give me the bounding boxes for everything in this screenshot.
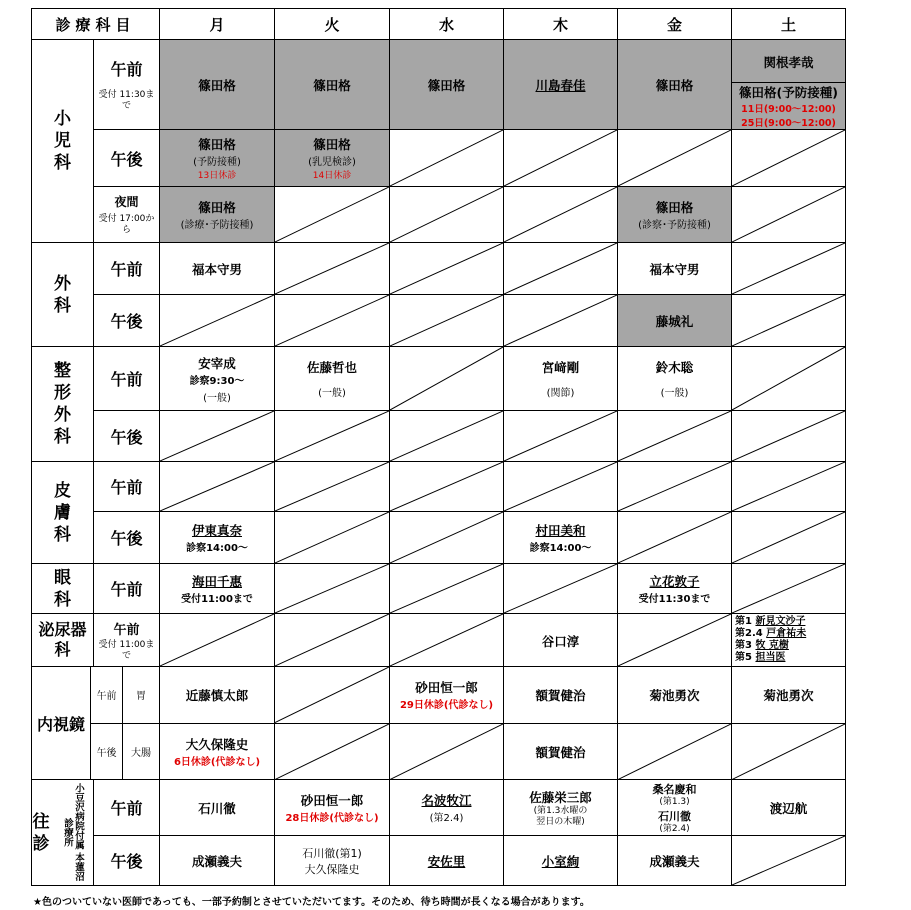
ortho-pm-tue (275, 411, 390, 462)
slot-uro-am: 午前 受付 11:00まで (94, 614, 160, 667)
derm-am-wed (390, 462, 504, 512)
endo-type-am: 胃 (123, 667, 160, 723)
endo-am-wed: 砂田恒一郎 29日休診(代診なし) (390, 667, 504, 724)
header-sat: 土 (732, 9, 846, 40)
endo-pm-fri (618, 723, 732, 780)
dept-endoscopy-block (32, 667, 160, 780)
home-pm-mon: 成瀬義夫 (160, 836, 275, 886)
header-dept: 診療科目 (32, 9, 160, 40)
home-pm-wed: 安佐里 (390, 836, 504, 886)
ped-pm-thu (504, 130, 618, 187)
endo-pm-tue (275, 723, 390, 780)
dept-urology: 泌尿器科 (32, 614, 94, 667)
ortho-am-thu: 宮﨑剛 (関節) (504, 347, 618, 411)
empty-slash (504, 295, 617, 346)
empty-slash (618, 411, 731, 461)
home-pm-fri: 成瀬義夫 (618, 836, 732, 886)
uro-sat-line: 第3 牧 克樹 (735, 640, 789, 651)
uro-am-sat (732, 614, 846, 667)
empty-slash (618, 512, 731, 563)
slot-derm-am: 午前 (94, 462, 160, 512)
empty-slash (504, 564, 617, 613)
uro-sat-line: 第5 担当医 (735, 652, 786, 663)
dept-homevisit: 往診 小豆沢病院付属 本蓮沼診療所 (32, 780, 94, 886)
header-fri: 金 (618, 9, 732, 40)
endo-am-sat: 菊池勇次 (732, 667, 846, 724)
slot-pediatrics-pm: 午後 (94, 130, 160, 187)
empty-slash (390, 187, 503, 242)
surg-pm-sat (732, 295, 846, 347)
endo-am-thu: 額賀健治 (504, 667, 618, 724)
endoscopy-inner (32, 667, 159, 779)
home-am-sat: 渡辺航 (732, 780, 846, 836)
uro-am-tue (275, 614, 390, 667)
ortho-pm-wed (390, 411, 504, 462)
ped-night-mon: 篠田格 (診療･予防接種) (160, 187, 275, 243)
home-am-thu: 佐藤栄三郎 (第1.3水曜の 翌日の木曜) (504, 780, 618, 836)
ped-pm-fri (618, 130, 732, 187)
ortho-am-mon: 安宰成 診察9:30～ (一般) (160, 347, 275, 411)
ped-night-thu (504, 187, 618, 243)
empty-slash (390, 347, 503, 410)
ortho-pm-thu (504, 411, 618, 462)
homevisit-place: 小豆沢病院付属 本蓮沼診療所 (62, 783, 84, 882)
empty-slash (160, 295, 274, 346)
endo-pm-mon: 大久保隆史 6日休診(代診なし) (160, 723, 275, 780)
ped-am-tue: 篠田格 (275, 40, 390, 130)
slot-home-pm: 午後 (94, 836, 160, 886)
empty-slash (390, 614, 503, 666)
empty-slash (160, 462, 274, 511)
dept-eye: 眼科 (32, 564, 94, 614)
derm-am-fri (618, 462, 732, 512)
empty-slash (275, 512, 389, 563)
surg-am-fri: 福本守男 (618, 243, 732, 295)
dept-pediatrics: 小児科 (32, 40, 94, 243)
empty-slash (275, 667, 389, 723)
dept-endoscopy: 内視鏡 (32, 667, 91, 779)
ped-night-wed (390, 187, 504, 243)
ped-am-wed: 篠田格 (390, 40, 504, 130)
empty-slash (618, 462, 731, 511)
ortho-pm-mon (160, 411, 275, 462)
dept-ortho: 整形外科 (32, 347, 94, 462)
ortho-am-wed (390, 347, 504, 411)
empty-slash (390, 724, 503, 780)
ped-am-sat-top: 関根孝哉 (732, 40, 846, 83)
endo-pm-sat (732, 723, 846, 780)
ped-am-thu: 川島春佳 (504, 40, 618, 130)
empty-slash (275, 614, 389, 666)
derm-pm-tue (275, 512, 390, 564)
derm-am-thu (504, 462, 618, 512)
uro-sat-line: 第2.4 戸倉祐未 (735, 628, 807, 639)
empty-slash (504, 130, 617, 186)
empty-slash (732, 295, 845, 346)
home-am-mon: 石川徹 (160, 780, 275, 836)
eye-am-mon: 海田千惠 受付11:00まで (160, 564, 275, 614)
surg-pm-wed (390, 295, 504, 347)
eye-am-tue (275, 564, 390, 614)
empty-slash (275, 462, 389, 511)
empty-slash (732, 347, 845, 410)
empty-slash (618, 130, 731, 186)
empty-slash (275, 411, 389, 461)
empty-slash (732, 462, 845, 511)
slot-pediatrics-night: 夜間 受付 17:00から (94, 187, 160, 243)
empty-slash (275, 724, 389, 780)
eye-am-fri: 立花敦子 受付11:30まで (618, 564, 732, 614)
empty-slash (160, 614, 274, 666)
uro-am-fri (618, 614, 732, 667)
slot-ortho-pm: 午後 (94, 411, 160, 462)
endo-pm-thu: 額賀健治 (504, 723, 618, 780)
ped-am-fri: 篠田格 (618, 40, 732, 130)
ped-pm-sat (732, 130, 846, 187)
home-am-wed: 名波牧江 (第2.4) (390, 780, 504, 836)
empty-slash (390, 411, 503, 461)
derm-pm-mon: 伊東真奈 診察14:00～ (160, 512, 275, 564)
ortho-pm-sat (732, 411, 846, 462)
header-tue: 火 (275, 9, 390, 40)
empty-slash (390, 512, 503, 563)
ortho-am-tue: 佐藤哲也 (一般) (275, 347, 390, 411)
empty-slash (390, 462, 503, 511)
endo-pm-wed (390, 723, 504, 780)
surg-am-sat (732, 243, 846, 295)
empty-slash (504, 462, 617, 511)
empty-slash (160, 411, 274, 461)
empty-slash (390, 130, 503, 186)
schedule-table (31, 8, 846, 886)
header-thu: 木 (504, 9, 618, 40)
endo-am-tue (275, 667, 390, 724)
uro-sat-line: 第1 新見文沙子 (735, 616, 806, 627)
empty-slash (504, 187, 617, 242)
empty-slash (275, 295, 389, 346)
ped-am-sat: 篠田格(予防接種) 11日(9:00～12:00) 25日(9:00～12:00) (732, 83, 846, 130)
ped-am-mon: 篠田格 (160, 40, 275, 130)
home-am-fri: 桑名慶和 (第1.3) 石川徹 (第2.4) (618, 780, 732, 836)
empty-slash (732, 564, 845, 613)
eye-am-sat (732, 564, 846, 614)
endo-type-pm: 大腸 (131, 747, 151, 759)
derm-pm-wed (390, 512, 504, 564)
dept-derm: 皮膚科 (32, 462, 94, 564)
slot-pediatrics-am: 午前 受付 11:30まで (94, 40, 160, 130)
empty-slash (618, 724, 731, 780)
surg-am-mon: 福本守男 (160, 243, 275, 295)
uro-am-thu: 谷口淳 (504, 614, 618, 667)
home-pm-thu: 小室絢 (504, 836, 618, 886)
slot-home-am: 午前 (94, 780, 160, 836)
slot-derm-pm: 午後 (94, 512, 160, 564)
surg-pm-thu (504, 295, 618, 347)
derm-pm-fri (618, 512, 732, 564)
empty-slash (732, 836, 845, 885)
footnote: ★色のついていない医師であっても、一部予約制とさせていただいてます。そのため、待ち時間が長くなる場合があります。 (33, 897, 590, 908)
ped-night-tue (275, 187, 390, 243)
surg-pm-fri: 藤城礼 (618, 295, 732, 347)
empty-slash (390, 243, 503, 294)
eye-am-thu (504, 564, 618, 614)
header-mon: 月 (160, 9, 275, 40)
eye-am-wed (390, 564, 504, 614)
uro-am-wed (390, 614, 504, 667)
ped-night-sat (732, 187, 846, 243)
surg-am-tue (275, 243, 390, 295)
ped-night-fri: 篠田格 (診察･予防接種) (618, 187, 732, 243)
ortho-pm-fri (618, 411, 732, 462)
slot-eye-am: 午前 (94, 564, 160, 614)
surg-pm-tue (275, 295, 390, 347)
derm-am-tue (275, 462, 390, 512)
slot-endo-pm: 午後 (91, 723, 123, 779)
home-pm-sat (732, 836, 846, 886)
slot-surgery-am: 午前 (94, 243, 160, 295)
empty-slash (618, 614, 731, 666)
empty-slash (390, 295, 503, 346)
empty-slash (732, 187, 845, 242)
empty-slash (732, 724, 845, 780)
home-pm-tue: 石川徹(第1) 大久保隆史 (275, 836, 390, 886)
empty-slash (390, 564, 503, 613)
empty-slash (732, 130, 845, 186)
home-am-tue: 砂田恒一郎 28日休診(代診なし) (275, 780, 390, 836)
endo-am-mon: 近藤慎太郎 (160, 667, 275, 724)
ortho-am-sat (732, 347, 846, 411)
slot-endo-am: 午前 (91, 667, 123, 723)
slot-surgery-pm: 午後 (94, 295, 160, 347)
empty-slash (275, 187, 389, 242)
endo-am-fri: 菊池勇次 (618, 667, 732, 724)
ped-pm-wed (390, 130, 504, 187)
empty-slash (732, 411, 845, 461)
surg-am-thu (504, 243, 618, 295)
ped-pm-tue: 篠田格 (乳児検診) 14日休診 (275, 130, 390, 187)
slot-ortho-am: 午前 (94, 347, 160, 411)
derm-am-mon (160, 462, 275, 512)
dept-surgery: 外科 (32, 243, 94, 347)
ortho-am-fri: 鈴木聡 (一般) (618, 347, 732, 411)
empty-slash (275, 243, 389, 294)
empty-slash (732, 512, 845, 563)
empty-slash (275, 564, 389, 613)
derm-pm-sat (732, 512, 846, 564)
empty-slash (504, 411, 617, 461)
ped-pm-mon: 篠田格 (予防接種) 13日休診 (160, 130, 275, 187)
uro-am-mon (160, 614, 275, 667)
surg-am-wed (390, 243, 504, 295)
header-wed: 水 (390, 9, 504, 40)
surg-pm-mon (160, 295, 275, 347)
derm-am-sat (732, 462, 846, 512)
empty-slash (732, 243, 845, 294)
derm-pm-thu: 村田美和 診察14:00～ (504, 512, 618, 564)
empty-slash (504, 243, 617, 294)
